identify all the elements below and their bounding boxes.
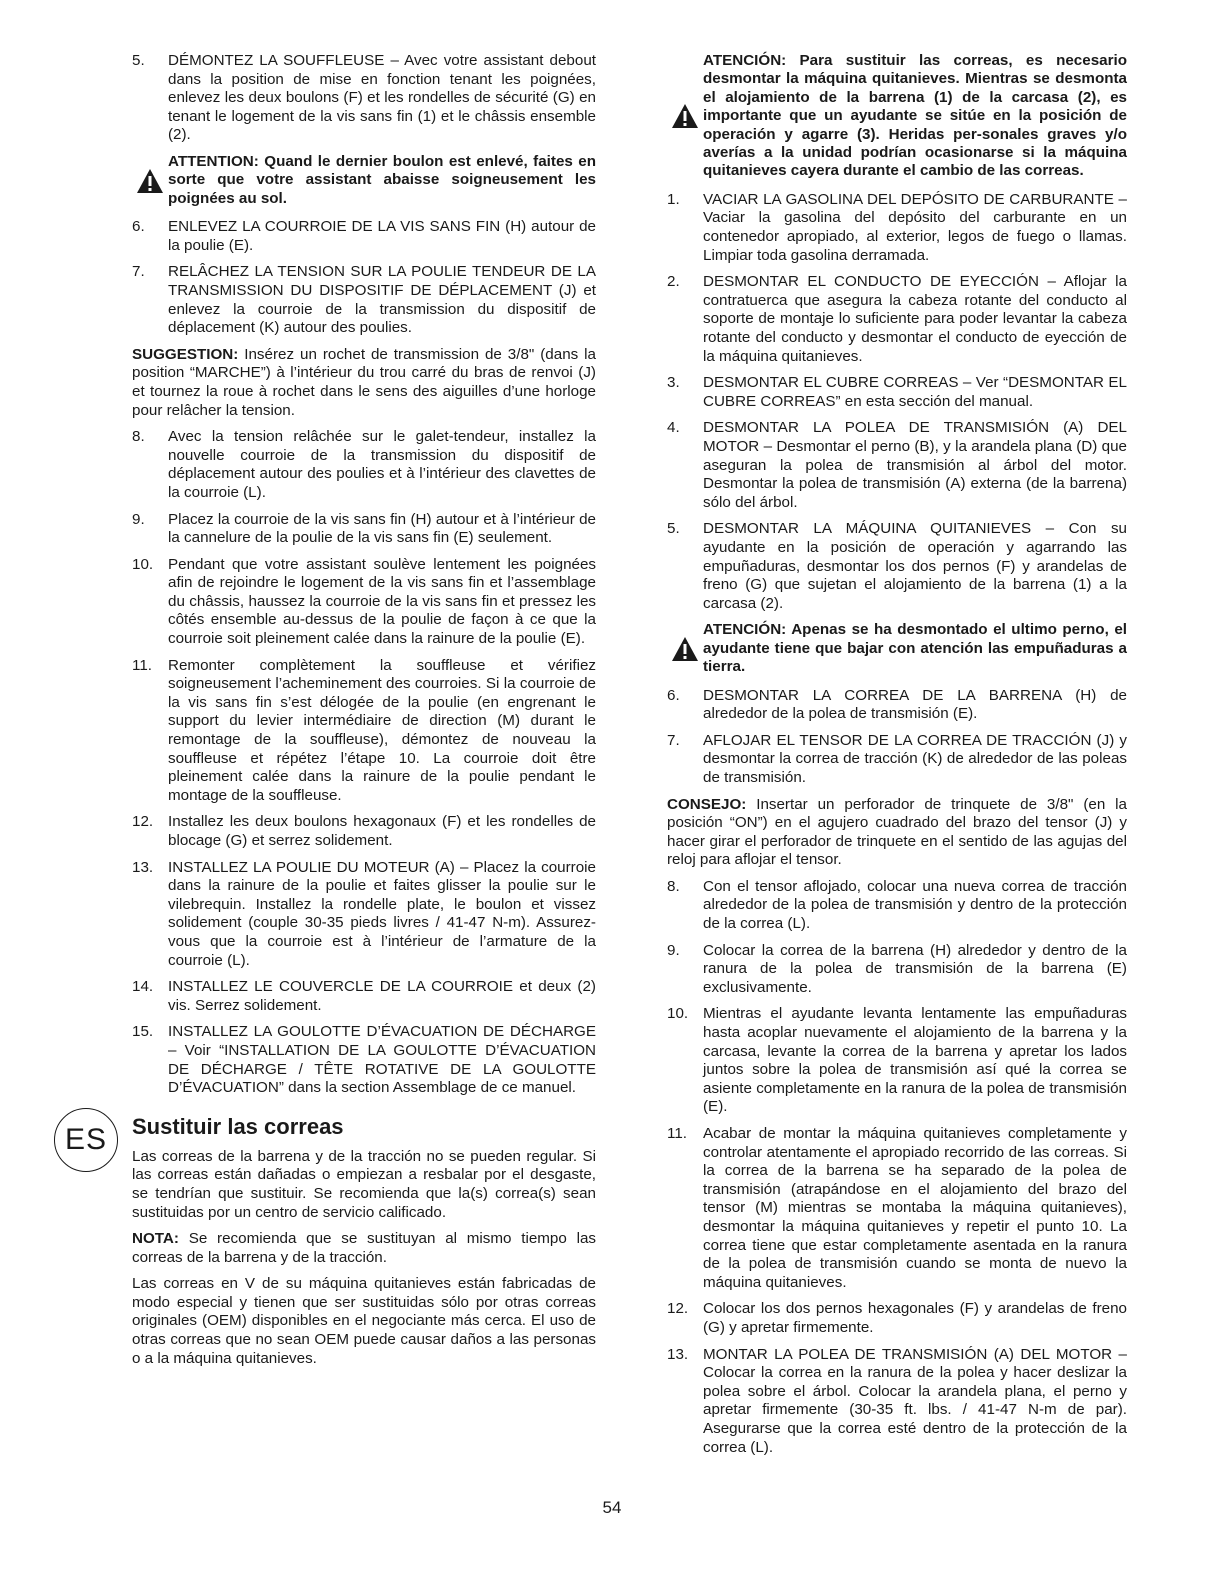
item-number: 12. (132, 813, 154, 831)
list-item (667, 520, 1127, 613)
item-text: ENLEVEZ LA COURROIE DE LA VIS SANS FIN (H) autour de la poulie (E). (168, 218, 596, 254)
atencion-warning-mid (667, 621, 1127, 676)
list-item (132, 511, 596, 548)
french-steps-c (132, 428, 596, 1098)
item-text: DESMONTAR LA MÁQUINA QUITANIEVES – Con su ayudante en la posición de operación y agarrando las empuñaduras, desmontar los dos pernos (F) y arandelas de freno (G) que sujetan el alojamiento de la barrena (1) a la carcasa (2). (703, 520, 1127, 612)
warning-triangle-icon (667, 636, 703, 662)
item-number: 4. (667, 419, 680, 437)
list-item (667, 732, 1127, 788)
list-item (667, 191, 1127, 265)
list-item (132, 263, 596, 337)
item-text: VACIAR LA GASOLINA DEL DEPÓSITO DE CARBURANTE – Vaciar la gasolina del depósito del carburante en un contenedor apropiado, al exterior, legos de fuego o llamas. Limpiar toda gasolina derramada. (703, 190, 1127, 264)
item-text: DESMONTAR EL CONDUCTO DE EYECCIÓN – Aflojar la contratuerca que asegura la cabeza rotante del conducto al soporte de montaje lo suficiente para poder levantar la cabeza rotante del conducto y desmontar el conducto de eyección de la máquina quitanieves. (703, 273, 1127, 365)
item-number: 12. (667, 1300, 689, 1318)
warning-triangle-icon (132, 168, 168, 194)
right-column (667, 52, 1127, 1465)
item-text: INSTALLEZ LA POULIE DU MOTEUR (A) – Placez la courroie dans la rainure de la poulie et faites glisser la poulie sur le vilebrequin. Installez la rondelle plate, le boulon et vissez solidement (couple 30-35 pieds livres / 41-47 N-m). Assurez-vous que la courroie est à l’intérieur de l’armature de la courroie (L). (168, 858, 596, 969)
item-text: MONTAR LA POLEA DE TRANSMISIÓN (A) DEL MOTOR – Colocar la correa en la ranura de la polea y hacer deslizar la polea sobre el árbol. Colocar la arandela plana, el perno y apretar firmemente (30-35 ft. lbs. / 41-47 N-m de par). Asegurarse que la correa esté dentro de la protección de la correa (L). (703, 1345, 1127, 1456)
item-number: 13. (667, 1345, 689, 1363)
list-item (667, 1005, 1127, 1117)
french-steps-b (132, 218, 596, 338)
spanish-steps-c (667, 878, 1127, 1457)
nota-paragraph (132, 1230, 596, 1267)
item-number: 3. (667, 374, 680, 392)
item-text: DÉMONTEZ LA SOUFFLEUSE – Avec votre assistant debout dans la position de mise en fonction tenant les poignées, enlevez les deux boulons (F) et les rondelles de sécurité (G) en tenant le logement de la vis sans fin (1) et le châssis ensemble (2). (168, 52, 596, 144)
item-text: INSTALLEZ LA GOULOTTE D’ÉVACUATION DE DÉCHARGE – Voir “INSTALLATION DE LA GOULOTTE D’ÉVACUATION DE DÉCHARGE / TÊTE ROTATIVE DE LA GOULOTTE D’ÉVACUATION” dans la section Assemblage de ce manuel. (168, 1023, 596, 1097)
item-text: Acabar de montar la máquina quitanieves completamente y controlar atentamente el apropiado recorrido de las correas. Si la correa de la barrena se ha separado de la polea de transmisión (atrapándose en el alojamiento del brazo del tensor (M) mientras se montaba la máquina quitanieves), desmontar la máquina quitanieves y repetir el punto 10. La correa tiene que estar completamente asentada en la ranura de la polea de transmisión cuando se monta de nuevo la máquina quitanieves. (703, 1125, 1127, 1291)
list-item (667, 273, 1127, 366)
item-text: Remonter complètement la souffleuse et vérifiez soigneusement l’acheminement des courroies. Si la courroie de la vis sans fin s’est délogée de la poulie (en engrenant le support du levier intermédiaire de direction (M) durant le remontage de la souffleuse), démontez de nouveau la souffleuse et répétez l’étape 10. La courroie doit être pleinement calée dans la rainure de la poulie pendant le montage de la souffleuse. (168, 656, 596, 804)
intro-paragraph: Las correas de la barrena y de la tracción no se pueden regular. Si las correas están dañadas o empiezan a resbalar por el desgaste, se tendrían que sustituir. Se recomienda que la(s) correa(s) sean sustituidas por un centro de servicio calificado. (132, 1147, 596, 1221)
nota-text: Se recomienda que se sustituyan al mismo tiempo las correas de la barrena y de la tracción. (132, 1230, 596, 1266)
page-number: 54 (602, 1498, 622, 1517)
consejo-text: Insertar un perforador de trinquete de 3/8" (en la posición “ON”) en el agujero cuadrado del brazo del tensor (J) y hacer girar el perforador de trinquete en el sentido de las agujas del reloj para aflojar el tensor. (667, 795, 1127, 869)
item-number: 8. (132, 428, 145, 446)
list-item (667, 1346, 1127, 1458)
item-text: Mientras el ayudante levanta lentamente las empuñaduras hasta acoplar nuevamente el alojamiento de la barrena y la carcasa, levante la correa de la barrena y apretar los lados juntos sobre la polea de transmisión así qué la correa se asiente completamente en la ranura de la polea de transmisión (E). (703, 1005, 1127, 1116)
french-steps-a (132, 52, 596, 145)
list-item (132, 657, 596, 806)
list-item (667, 687, 1127, 724)
atencion-mid-text: ATENCIÓN: Apenas se ha desmontado el ultimo perno, el ayudante tiene que bajar con atención las empuñaduras a tierra. (703, 621, 1127, 676)
list-item (667, 1300, 1127, 1337)
item-number: 7. (132, 263, 145, 281)
item-number: 7. (667, 731, 680, 749)
list-item (667, 942, 1127, 998)
list-item (132, 556, 596, 649)
atencion-warning-top (667, 52, 1127, 181)
item-number: 11. (667, 1125, 687, 1142)
item-number: 9. (667, 941, 680, 959)
list-item (132, 1023, 596, 1097)
item-text: INSTALLEZ LE COUVERCLE DE LA COURROIE et deux (2) vis. Serrez solidement. (168, 978, 596, 1014)
item-number: 2. (667, 273, 680, 291)
section-heading (64, 1112, 596, 1156)
nota-label: NOTA: (132, 1230, 179, 1248)
item-number: 6. (132, 218, 145, 236)
item-number: 8. (667, 877, 680, 895)
section-title: Sustituir las correas (132, 1113, 344, 1139)
item-number: 1. (667, 190, 680, 208)
spanish-steps-a (667, 191, 1127, 613)
item-number: 5. (667, 520, 680, 538)
item-text: Installez les deux boulons hexagonaux (F) et les rondelles de blocage (G) et serrez solidement. (168, 813, 596, 849)
item-text: RELÂCHEZ LA TENSION SUR LA POULIE TENDEUR DE LA TRANSMISSION DU DISPOSITIF DE DÉPLACEMENT (J) et enlevez la courroie de la transmission du dispositif de déplacement (K) autour des poulies. (168, 263, 596, 337)
spanish-steps-b (667, 687, 1127, 788)
item-text: DESMONTAR LA CORREA DE LA BARRENA (H) de alrededor de la polea de transmisión (E). (703, 686, 1127, 723)
list-item (667, 374, 1127, 411)
item-text: Con el tensor aflojado, colocar una nueva correa de tracción alrededor de la polea de transmisión y dentro de la protección de la correa (L). (703, 877, 1127, 933)
oem-paragraph: Las correas en V de su máquina quitanieves están fabricadas de modo especial y tienen que ser sustituidas sólo por otras correas originales (OEM) disponibles en el negociante más cerca. El uso de otras correas que no sean OEM puede causar daños a las personas o a la máquina quitanieves. (132, 1275, 596, 1367)
item-text: DESMONTAR LA POLEA DE TRANSMISIÓN (A) DEL MOTOR – Desmontar el perno (B), y la arandela plana (D) que aseguran la polea de transmisión al árbol del motor. Desmontar la polea de transmisión (A) externa (de la barrena) sólo del árbol. (703, 419, 1127, 511)
list-item (667, 1125, 1127, 1292)
consejo-label: CONSEJO: (667, 795, 747, 813)
list-item (132, 813, 596, 850)
list-item (667, 419, 1127, 512)
item-text: Pendant que votre assistant soulève lentement les poignées afin de rejoindre le logement de la vis sans fin et l’assemblage du châssis, haussez la courroie de la vis sans fin et pressez les côtés ensemble au-dessus de la poulie de façon à ce que la courroie soit pleinement calée dans la rainure de la poulie (E). (168, 555, 596, 648)
attention-warning-fr (132, 153, 596, 208)
item-number: 5. (132, 52, 145, 69)
item-text: Placez la courroie de la vis sans fin (H) autour et à l’intérieur de la cannelure de la poulie de la vis sans fin (E) seulement. (168, 510, 596, 547)
item-number: 15. (132, 1023, 154, 1041)
list-item (132, 52, 596, 145)
item-number: 10. (132, 555, 154, 573)
suggestion-label: SUGGESTION: (132, 345, 239, 363)
item-text: AFLOJAR EL TENSOR DE LA CORREA DE TRACCIÓN (J) y desmontar la correa de tracción (K) de alrededor de las poleas de transmisión. (703, 731, 1127, 786)
item-text: Colocar la correa de la barrena (H) alrededor y dentro de la ranura de la polea de transmisión de la barrena (E) exclusivamente. (703, 941, 1127, 996)
item-number: 13. (132, 858, 154, 876)
item-number: 6. (667, 686, 680, 704)
item-text: DESMONTAR EL CUBRE CORREAS – Ver “DESMONTAR EL CUBRE CORREAS” en esta sección del manual. (703, 374, 1127, 410)
warning-triangle-icon (667, 103, 703, 129)
language-badge-es: ES (54, 1108, 118, 1172)
atencion-top-text: ATENCIÓN: Para sustituir las correas, es necesario desmontar la máquina quitanieves. Mientras se desmonta el alojamiento de la barrena (1) de la carcasa (2), es importante que un ayudante se sitúe en la posición de operación y agarre (3). Heridas per-sonales graves y/o averías a la unidad podrían ocasionarse si la máquina quitanieves cayera durante el cambio de las correas. (703, 52, 1127, 180)
list-item (132, 218, 596, 255)
attention-text: ATTENTION: Quand le dernier boulon est enlevé, faites en sorte que votre assistant abaisse soigneusement les poignées au sol. (168, 152, 596, 207)
left-column (64, 52, 596, 1376)
suggestion-paragraph (132, 346, 596, 420)
list-item (667, 878, 1127, 934)
item-text: Avec la tension relâchée sur le galet-tendeur, installez la nouvelle courroie de la transmission du dispositif de déplacement autour des poulies et à l’intérieur des clavettes de la courroie (L). (168, 428, 596, 501)
item-text: Colocar los dos pernos hexagonales (F) y arandelas de freno (G) y apretar firmemente. (703, 1300, 1127, 1336)
consejo-paragraph (667, 796, 1127, 870)
list-item (132, 978, 596, 1015)
item-number: 11. (132, 656, 152, 674)
item-number: 9. (132, 510, 145, 528)
item-number: 14. (132, 978, 154, 996)
list-item (132, 859, 596, 971)
list-item (132, 428, 596, 502)
suggestion-text: Insérez un rochet de transmission de 3/8" (dans la position “MARCHE”) à l’intérieur du trou carré du bras de renvoi (J) et tournez la roue à rochet dans le sens des aiguilles d’une horloge pour relâcher la tension. (132, 345, 596, 419)
item-number: 10. (667, 1005, 689, 1023)
